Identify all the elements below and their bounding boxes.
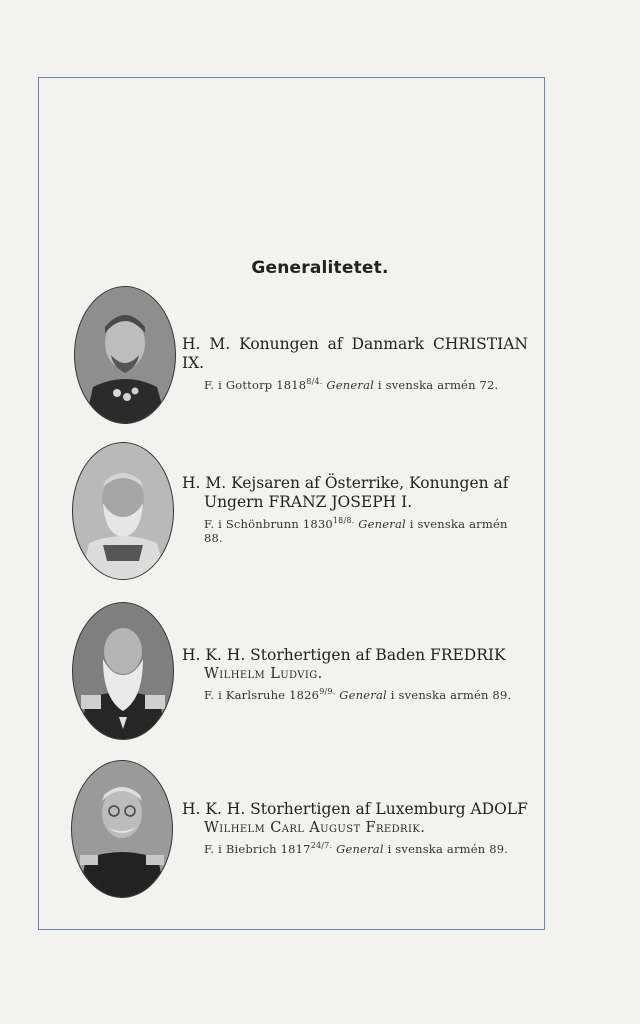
entry-note: F. i Gottorp $1818^{8/4.}$ General i svenska armén 72.: [204, 377, 499, 392]
entry-name: H. M. Kejsaren af Österrike, Konungen af: [182, 474, 509, 492]
entry-christian-ix: [182, 335, 528, 392]
entry-adolf-wilhelm: [182, 800, 528, 856]
entry-note: F. i Schönbrunn $1830^{18/8.}$ General i svenska armén 88.: [204, 516, 508, 545]
entry-name: H. K. H. Storhertigen af Luxemburg ADOLF: [182, 800, 528, 818]
entry-name: H. K. H. Storhertigen af Baden FREDRIK: [182, 646, 506, 664]
entry-name-continued: Wilhelm Ludvig.: [204, 666, 323, 682]
entry-name-continued: Wilhelm Carl August Fredrik.: [204, 820, 426, 836]
entry-name: H. M. Konungen af Danmark CHRISTIAN IX.: [182, 335, 528, 372]
portrait-fredrik-wilhelm: [72, 602, 174, 740]
entry-note: F. i Biebrich $1817^{24/7.}$ General i svenska armén 89.: [204, 841, 509, 856]
entry-name-continued: Ungern FRANZ JOSEPH I.: [204, 493, 413, 511]
portrait-adolf-wilhelm: [71, 760, 173, 898]
portrait-franz-joseph: [72, 442, 174, 580]
entry-note: F. i Karlsruhe $1826^{9/9.}$ General i svenska armén 89.: [204, 687, 512, 702]
entry-franz-joseph: [182, 474, 528, 545]
portrait-christian-ix: [74, 286, 176, 424]
entry-fredrik-wilhelm: [182, 646, 528, 702]
page-heading: Generalitetet.: [251, 258, 389, 278]
